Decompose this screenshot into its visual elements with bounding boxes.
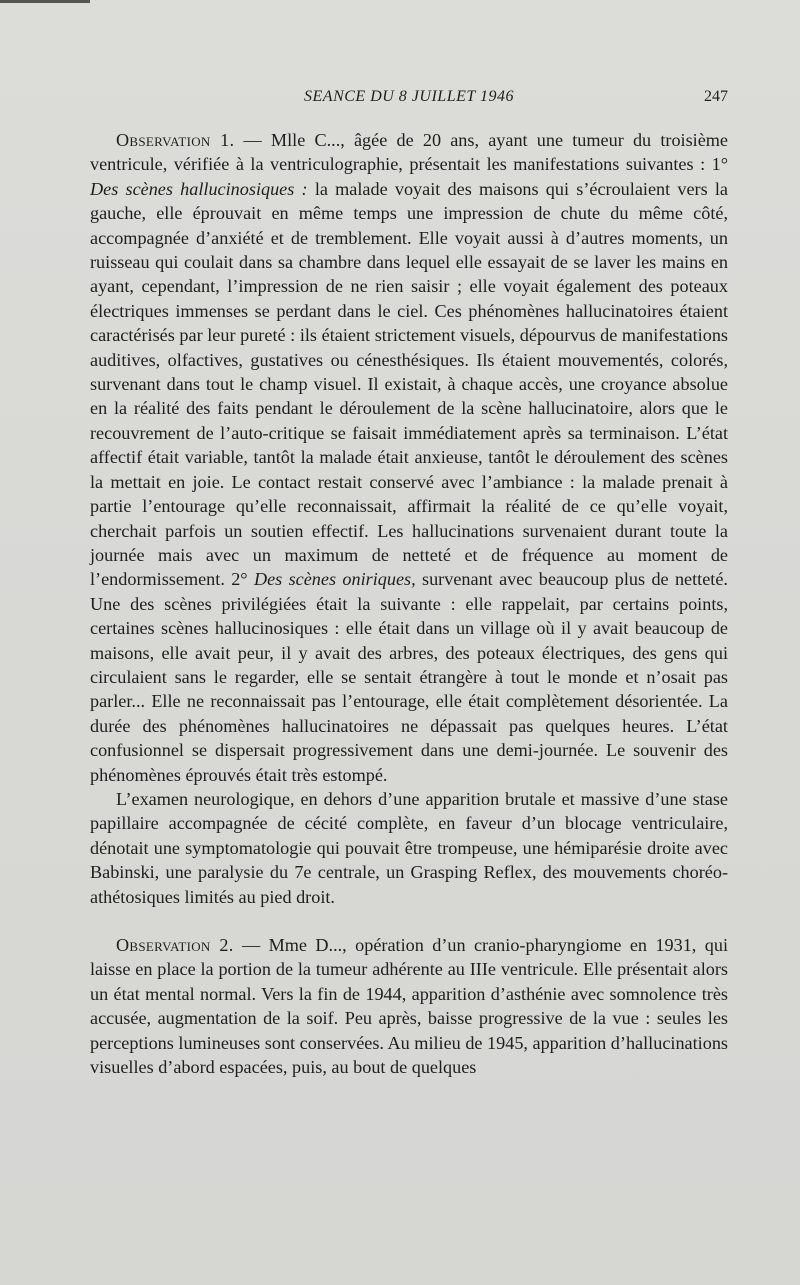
page-number: 247 [704,88,728,105]
paragraph-observation-2 [90,933,728,1079]
observation-2-label: Observation 2. [116,935,234,955]
observation-1-heading-oneiric: Des scènes oniriques, [253,569,416,590]
scan-edge-mark [0,0,90,3]
body-text [90,128,728,1079]
paragraph-neurological-exam: L’examen neurologique, en dehors d’une apparition brutale et massive d’une stase papillaire accompagnée de cécité complète, en faveur d’un blocage ventriculaire, dénotait une symptomatologie qui pouvait être trompeuse, une hémiparésie droite avec Babinski, une paralysie du 7e centrale, un Grasping Reflex, des mouvements choréo-athétosiques limités au pied droit. [90,788,728,907]
observation-1-oneiric-text: survenant avec beaucoup plus de netteté. Une des scènes privilégiées était la suivante : elle rappelait, par certains points, certaines scènes hallucinosiques : elle était dans un village où il y avait beaucoup de maisons, elle avait peur, il y avait des arbres, des poteaux électriques, des gens qui circulaient sans le regarder, elle se sentait étrangère à tout le monde et n’osait pas parler... Elle ne reconnaissait pas l’entourage, elle était complètement désorientée. La durée des phénomènes hallucinatoires ne dépassait pas quelques heures. L’état confusionnel se dispersait progressivement dans une demi-journée. Le souvenir des phénomènes éprouvés était très estompé. [90,569,728,785]
running-head-title: SEANCE DU 8 JUILLET 1946 [304,88,514,105]
paragraph-observation-1 [90,128,728,787]
observation-1-heading-hallucinosic: Des scènes hallucinosiques : [90,178,308,199]
observation-1-hallucinosic-text: la malade voyait des maisons qui s’écroulaient vers la gauche, elle éprouvait en même temps une impression de chute du même côté, accompagnée d’anxiété et de tremblement. Elle voyait aussi à d’autres moments, un ruisseau qui coulait dans sa chambre dans lequel elle essayait de se laver les mains en ayant, cependant, l’impression de ne rien saisir ; elle voyait également des poteaux électriques immenses se perdant dans le ciel. Ces phénomènes hallucinatoires étaient caractérisés par leur pureté : ils étaient strictement visuels, dépourvus de manifestations auditives, olfactives, gustatives ou cénesthésiques. Ils étaient mouvementés, colorés, survenant dans tout le champ visuel. Il existait, à chaque accès, une croyance absolue en la réalité des faits pendant le déroulement de la scène hallucinatoire, alors que le recouvrement de l’auto-critique se faisait immédiatement après sa terminaison. L’état affectif était variable, tantôt la malade était anxieuse, tantôt le déroulement des scènes la mettait en joie. Le contact restait conservé avec l’ambiance : la malade prenait à partie l’entourage qu’elle reconnaissait, affirmait la réalité de ce qu’elle voyait, cherchait parfois un soutien effectif. Les hallucinations survenaient durant toute la journée mais avec un maximum de netteté et de fréquence au moment de l’endormissement. 2° [90,178,729,590]
running-head [90,86,728,110]
observation-1-intro: — Mlle C..., âgée de 20 ans, ayant une tumeur du troisième ventricule, vérifiée à la ventriculographie, présentait les manifestations suivantes : 1° [90,130,729,175]
observation-2-text: — Mme D..., opération d’un cranio-pharyngiome en 1931, qui laisse en place la portion de la tumeur adhérente au IIIe ventricule. Elle présentait alors un état mental normal. Vers la fin de 1944, apparition d’asthénie avec somnolence très accusée, augmentation de la soif. Peu après, baisse progressive de la vue : seules les perceptions lumineuses sont conservées. Au milieu de 1945, apparition d’hallucinations visuelles d’abord espacées, puis, au bout de quelques [90,935,729,1078]
observation-1-label: Observation 1. [116,130,235,150]
